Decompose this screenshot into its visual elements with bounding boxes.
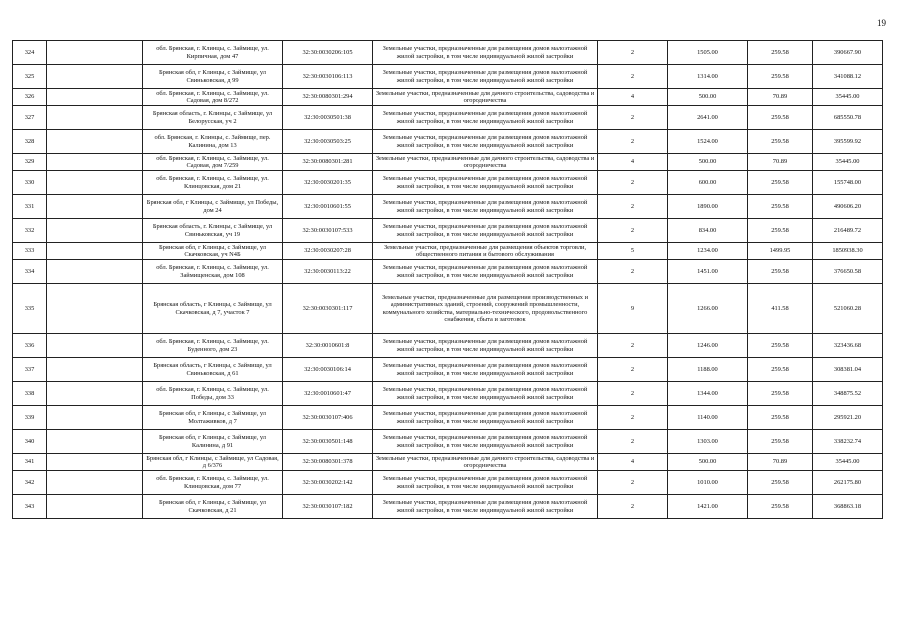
- row-number: 332: [13, 219, 47, 243]
- area-cell: 1524.00: [668, 130, 748, 154]
- group-cell: 4: [598, 89, 668, 106]
- row-number: 326: [13, 89, 47, 106]
- address-cell: Брянская обл, г Клинцы, с Займище, ул Победы, дом 24: [143, 195, 283, 219]
- land-use-cell: Земельные участки, предназначенные для дачного строительства, садоводства и огородничества: [373, 89, 598, 106]
- row-number: 338: [13, 382, 47, 406]
- table-row: [13, 154, 883, 171]
- table-row: [13, 382, 883, 406]
- cadastral-number-cell: 32:30:0030107:182: [283, 495, 373, 519]
- rate-cell: 70.89: [748, 89, 813, 106]
- group-cell: 2: [598, 495, 668, 519]
- group-cell: 2: [598, 171, 668, 195]
- cadastral-value-cell: 685550.78: [813, 106, 883, 130]
- table-row: [13, 219, 883, 243]
- group-cell: 2: [598, 382, 668, 406]
- row-number: 336: [13, 334, 47, 358]
- spacer-cell: [47, 260, 143, 284]
- rate-cell: 70.89: [748, 454, 813, 471]
- rate-cell: 259.58: [748, 65, 813, 89]
- spacer-cell: [47, 106, 143, 130]
- cadastral-value-cell: 376650.58: [813, 260, 883, 284]
- land-use-cell: Земельные участки, предназначенные для размещения домов малоэтажной жилой застройки, в том числе индивидуальной жилой застройки: [373, 219, 598, 243]
- rate-cell: 259.58: [748, 334, 813, 358]
- cadastral-number-cell: 32:30:0030503:25: [283, 130, 373, 154]
- cadastral-number-cell: 32:30:0030113:22: [283, 260, 373, 284]
- table-row: [13, 65, 883, 89]
- table-row: [13, 471, 883, 495]
- cadastral-value-cell: 35445.00: [813, 454, 883, 471]
- cadastral-value-cell: 35445.00: [813, 154, 883, 171]
- cadastral-number-cell: 32:30:0080301:281: [283, 154, 373, 171]
- cadastral-value-cell: 348875.52: [813, 382, 883, 406]
- rate-cell: 259.58: [748, 430, 813, 454]
- table-row: [13, 284, 883, 334]
- cadastral-value-cell: 155748.00: [813, 171, 883, 195]
- row-number: 337: [13, 358, 47, 382]
- address-cell: обл. Брянская, г. Клинцы, с. Займище, ул. Кирпичная, дом 47: [143, 41, 283, 65]
- group-cell: 2: [598, 406, 668, 430]
- cadastral-value-cell: 262175.80: [813, 471, 883, 495]
- land-use-cell: Земельные участки, предназначенные для размещения домов малоэтажной жилой застройки, в том числе индивидуальной жилой застройки: [373, 130, 598, 154]
- row-number: 325: [13, 65, 47, 89]
- address-cell: Брянская обл, г Клинцы, с Займище, ул Свиньковская, д 99: [143, 65, 283, 89]
- rate-cell: 259.58: [748, 106, 813, 130]
- spacer-cell: [47, 430, 143, 454]
- table-body: [13, 41, 883, 519]
- cadastral-value-cell: 390667.90: [813, 41, 883, 65]
- rate-cell: 259.58: [748, 471, 813, 495]
- spacer-cell: [47, 65, 143, 89]
- land-use-cell: Земельные участки, предназначенные для размещения домов малоэтажной жилой застройки, в том числе индивидуальной жилой застройки: [373, 41, 598, 65]
- area-cell: 1451.00: [668, 260, 748, 284]
- area-cell: 600.00: [668, 171, 748, 195]
- spacer-cell: [47, 358, 143, 382]
- rate-cell: 259.58: [748, 41, 813, 65]
- address-cell: обл. Брянская, г. Клинцы, с. Займище, ул. Буденного, дом 23: [143, 334, 283, 358]
- table-row: [13, 495, 883, 519]
- row-number: 343: [13, 495, 47, 519]
- spacer-cell: [47, 89, 143, 106]
- spacer-cell: [47, 284, 143, 334]
- address-cell: обл. Брянская, г. Клинцы, с. Займище, ул. Клинцовская, дом 77: [143, 471, 283, 495]
- row-number: 342: [13, 471, 47, 495]
- land-use-cell: Земельные участки, предназначенные для размещения домов малоэтажной жилой застройки, в том числе индивидуальной жилой застройки: [373, 260, 598, 284]
- table-row: [13, 334, 883, 358]
- row-number: 327: [13, 106, 47, 130]
- address-cell: обл. Брянская, г. Клинцы, с. Займище, ул. Займищенская, дом 108: [143, 260, 283, 284]
- cadastral-number-cell: 32:30:0010601:47: [283, 382, 373, 406]
- address-cell: Брянская область, г. Клинцы, с Займище, ул Белорусская, уч 2: [143, 106, 283, 130]
- spacer-cell: [47, 454, 143, 471]
- rate-cell: 259.58: [748, 260, 813, 284]
- rate-cell: 411.58: [748, 284, 813, 334]
- cadastral-value-cell: 1850938.30: [813, 243, 883, 260]
- spacer-cell: [47, 243, 143, 260]
- land-use-cell: Земельные участки, предназначенные для размещения домов малоэтажной жилой застройки, в том числе индивидуальной жилой застройки: [373, 171, 598, 195]
- address-cell: Брянская обл, г Клинцы, с Займище, ул Скачковская, уч N4Б: [143, 243, 283, 260]
- row-number: 324: [13, 41, 47, 65]
- area-cell: 1314.00: [668, 65, 748, 89]
- table-row: [13, 130, 883, 154]
- spacer-cell: [47, 130, 143, 154]
- area-cell: 1266.00: [668, 284, 748, 334]
- cadastral-number-cell: 32:30:0030207:28: [283, 243, 373, 260]
- rate-cell: 259.58: [748, 382, 813, 406]
- cadastral-value-cell: 323436.68: [813, 334, 883, 358]
- cadastral-number-cell: 32:30:0080301:378: [283, 454, 373, 471]
- table-row: [13, 243, 883, 260]
- rate-cell: 259.58: [748, 130, 813, 154]
- cadastral-value-cell: 338232.74: [813, 430, 883, 454]
- row-number: 328: [13, 130, 47, 154]
- address-cell: обл. Брянская, г. Клинцы, с. Займище, ул. Садовая, дом 8/272: [143, 89, 283, 106]
- land-use-cell: Земельные участки, предназначенные для размещения домов малоэтажной жилой застройки, в том числе индивидуальной жилой застройки: [373, 430, 598, 454]
- group-cell: 5: [598, 243, 668, 260]
- rate-cell: 259.58: [748, 495, 813, 519]
- spacer-cell: [47, 219, 143, 243]
- land-use-cell: Земельные участки, предназначенные для размещения домов малоэтажной жилой застройки, в том числе индивидуальной жилой застройки: [373, 382, 598, 406]
- table-row: [13, 41, 883, 65]
- land-use-cell: Земельные участки, предназначенные для дачного строительства, садоводства и огородничества: [373, 454, 598, 471]
- address-cell: Брянская обл, г Клинцы, с Займище, ул Молтаживков, д 7: [143, 406, 283, 430]
- land-use-cell: Земельные участки, предназначенные для размещения домов малоэтажной жилой застройки, в том числе индивидуальной жилой застройки: [373, 406, 598, 430]
- address-cell: обл. Брянская, г. Клинцы, с. Займище, ул. Клинцовская, дом 21: [143, 171, 283, 195]
- area-cell: 1344.00: [668, 382, 748, 406]
- group-cell: 2: [598, 471, 668, 495]
- cadastral-number-cell: 32:30:0030201:35: [283, 171, 373, 195]
- land-use-cell: Земельные участки, предназначенные для размещения домов малоэтажной жилой застройки, в том числе индивидуальной жилой застройки: [373, 334, 598, 358]
- area-cell: 1234.00: [668, 243, 748, 260]
- area-cell: 834.00: [668, 219, 748, 243]
- table-row: [13, 406, 883, 430]
- spacer-cell: [47, 334, 143, 358]
- cadastral-number-cell: 32:30:0030202:142: [283, 471, 373, 495]
- land-use-cell: Земельные участки, предназначенные для размещения производственных и административных зданий, строений, сооружений промышленности, коммунального хозяйства, материально-технического, продовольственного снабжения, сбыта и заготовок: [373, 284, 598, 334]
- group-cell: 2: [598, 195, 668, 219]
- group-cell: 2: [598, 41, 668, 65]
- rate-cell: 70.89: [748, 154, 813, 171]
- page-number: 19: [877, 18, 886, 28]
- row-number: 341: [13, 454, 47, 471]
- spacer-cell: [47, 471, 143, 495]
- cadastral-number-cell: 32:30:0030107:533: [283, 219, 373, 243]
- address-cell: Брянская область, г Клинцы, с Займище, ул Свиньковская, д 61: [143, 358, 283, 382]
- area-cell: 500.00: [668, 154, 748, 171]
- cadastral-number-cell: 32:30:0030301:117: [283, 284, 373, 334]
- land-use-cell: Земельные участки, предназначенные для размещения домов малоэтажной жилой застройки, в том числе индивидуальной жилой застройки: [373, 358, 598, 382]
- area-cell: 500.00: [668, 454, 748, 471]
- spacer-cell: [47, 171, 143, 195]
- area-cell: 1246.00: [668, 334, 748, 358]
- rate-cell: 259.58: [748, 219, 813, 243]
- cadastral-value-cell: 521060.28: [813, 284, 883, 334]
- table-row: [13, 260, 883, 284]
- land-use-cell: Земельные участки, предназначенные для размещения домов малоэтажной жилой застройки, в том числе индивидуальной жилой застройки: [373, 65, 598, 89]
- group-cell: 9: [598, 284, 668, 334]
- cadastral-value-cell: 368863.18: [813, 495, 883, 519]
- table-row: [13, 454, 883, 471]
- row-number: 339: [13, 406, 47, 430]
- cadastral-number-cell: 32:30:0030106:113: [283, 65, 373, 89]
- rate-cell: 259.58: [748, 195, 813, 219]
- land-registry-table: [12, 40, 883, 519]
- address-cell: Брянская область, г. Клинцы, с Займище, ул Свиньковская, уч 19: [143, 219, 283, 243]
- cadastral-value-cell: 216489.72: [813, 219, 883, 243]
- cadastral-value-cell: 395599.92: [813, 130, 883, 154]
- cadastral-number-cell: 32:30:0010601:55: [283, 195, 373, 219]
- table-row: [13, 430, 883, 454]
- rate-cell: 1499.95: [748, 243, 813, 260]
- land-use-cell: Земельные участки, предназначенные для дачного строительства, садоводства и огородничества: [373, 154, 598, 171]
- group-cell: 2: [598, 334, 668, 358]
- row-number: 334: [13, 260, 47, 284]
- row-number: 333: [13, 243, 47, 260]
- address-cell: Брянская обл, г Клинцы, с Займище, ул Калинина, д 91: [143, 430, 283, 454]
- row-number: 329: [13, 154, 47, 171]
- spacer-cell: [47, 406, 143, 430]
- cadastral-value-cell: 35445.00: [813, 89, 883, 106]
- area-cell: 2641.00: [668, 106, 748, 130]
- cadastral-number-cell: 32:30:0030206:105: [283, 41, 373, 65]
- cadastral-number-cell: 32:30:0030501:38: [283, 106, 373, 130]
- land-use-cell: Земельные участки, предназначенные для размещения объектов торговли, общественного питания и бытового обслуживания: [373, 243, 598, 260]
- spacer-cell: [47, 382, 143, 406]
- area-cell: 1140.00: [668, 406, 748, 430]
- address-cell: обл. Брянская, г. Клинцы, с. Займище, ул. Садовая, дом 7/259: [143, 154, 283, 171]
- group-cell: 2: [598, 430, 668, 454]
- group-cell: 2: [598, 358, 668, 382]
- cadastral-value-cell: 295921.20: [813, 406, 883, 430]
- group-cell: 4: [598, 154, 668, 171]
- address-cell: обл. Брянская, г. Клинцы, с. Займище, ул. Победы, дом 33: [143, 382, 283, 406]
- cadastral-number-cell: 32:30:0080301:294: [283, 89, 373, 106]
- group-cell: 2: [598, 219, 668, 243]
- row-number: 331: [13, 195, 47, 219]
- table-row: [13, 171, 883, 195]
- land-use-cell: Земельные участки, предназначенные для размещения домов малоэтажной жилой застройки, в том числе индивидуальной жилой застройки: [373, 106, 598, 130]
- cadastral-number-cell: 32:30:0030107:406: [283, 406, 373, 430]
- area-cell: 1890.00: [668, 195, 748, 219]
- area-cell: 1010.00: [668, 471, 748, 495]
- table-row: [13, 195, 883, 219]
- row-number: 335: [13, 284, 47, 334]
- row-number: 340: [13, 430, 47, 454]
- table-row: [13, 358, 883, 382]
- group-cell: 4: [598, 454, 668, 471]
- table-row: [13, 106, 883, 130]
- area-cell: 1303.00: [668, 430, 748, 454]
- group-cell: 2: [598, 130, 668, 154]
- row-number: 330: [13, 171, 47, 195]
- spacer-cell: [47, 495, 143, 519]
- address-cell: обл. Брянская, г. Клинцы, с. Займище, пер. Калинина, дом 13: [143, 130, 283, 154]
- land-use-cell: Земельные участки, предназначенные для размещения домов малоэтажной жилой застройки, в том числе индивидуальной жилой застройки: [373, 195, 598, 219]
- cadastral-number-cell: 32:30:0030501:148: [283, 430, 373, 454]
- area-cell: 500.00: [668, 89, 748, 106]
- rate-cell: 259.58: [748, 171, 813, 195]
- cadastral-value-cell: 490606.20: [813, 195, 883, 219]
- land-use-cell: Земельные участки, предназначенные для размещения домов малоэтажной жилой застройки, в том числе индивидуальной жилой застройки: [373, 471, 598, 495]
- spacer-cell: [47, 41, 143, 65]
- rate-cell: 259.58: [748, 358, 813, 382]
- area-cell: 1421.00: [668, 495, 748, 519]
- group-cell: 2: [598, 106, 668, 130]
- area-cell: 1188.00: [668, 358, 748, 382]
- cadastral-number-cell: 32:30:0030106:14: [283, 358, 373, 382]
- spacer-cell: [47, 154, 143, 171]
- cadastral-value-cell: 341088.12: [813, 65, 883, 89]
- cadastral-value-cell: 308381.04: [813, 358, 883, 382]
- spacer-cell: [47, 195, 143, 219]
- address-cell: Брянская обл, г Клинцы, с Займище, ул Скачковская, д 21: [143, 495, 283, 519]
- address-cell: Брянская область, г Клинцы, с Займище, ул Скачковская, д 7, участок 7: [143, 284, 283, 334]
- area-cell: 1505.00: [668, 41, 748, 65]
- group-cell: 2: [598, 260, 668, 284]
- address-cell: Брянская обл, г Клинцы, с Займище, ул Садовая, д 6/376: [143, 454, 283, 471]
- land-use-cell: Земельные участки, предназначенные для размещения домов малоэтажной жилой застройки, в том числе индивидуальной жилой застройки: [373, 495, 598, 519]
- group-cell: 2: [598, 65, 668, 89]
- rate-cell: 259.58: [748, 406, 813, 430]
- cadastral-number-cell: 32:30:0010601:8: [283, 334, 373, 358]
- table-row: [13, 89, 883, 106]
